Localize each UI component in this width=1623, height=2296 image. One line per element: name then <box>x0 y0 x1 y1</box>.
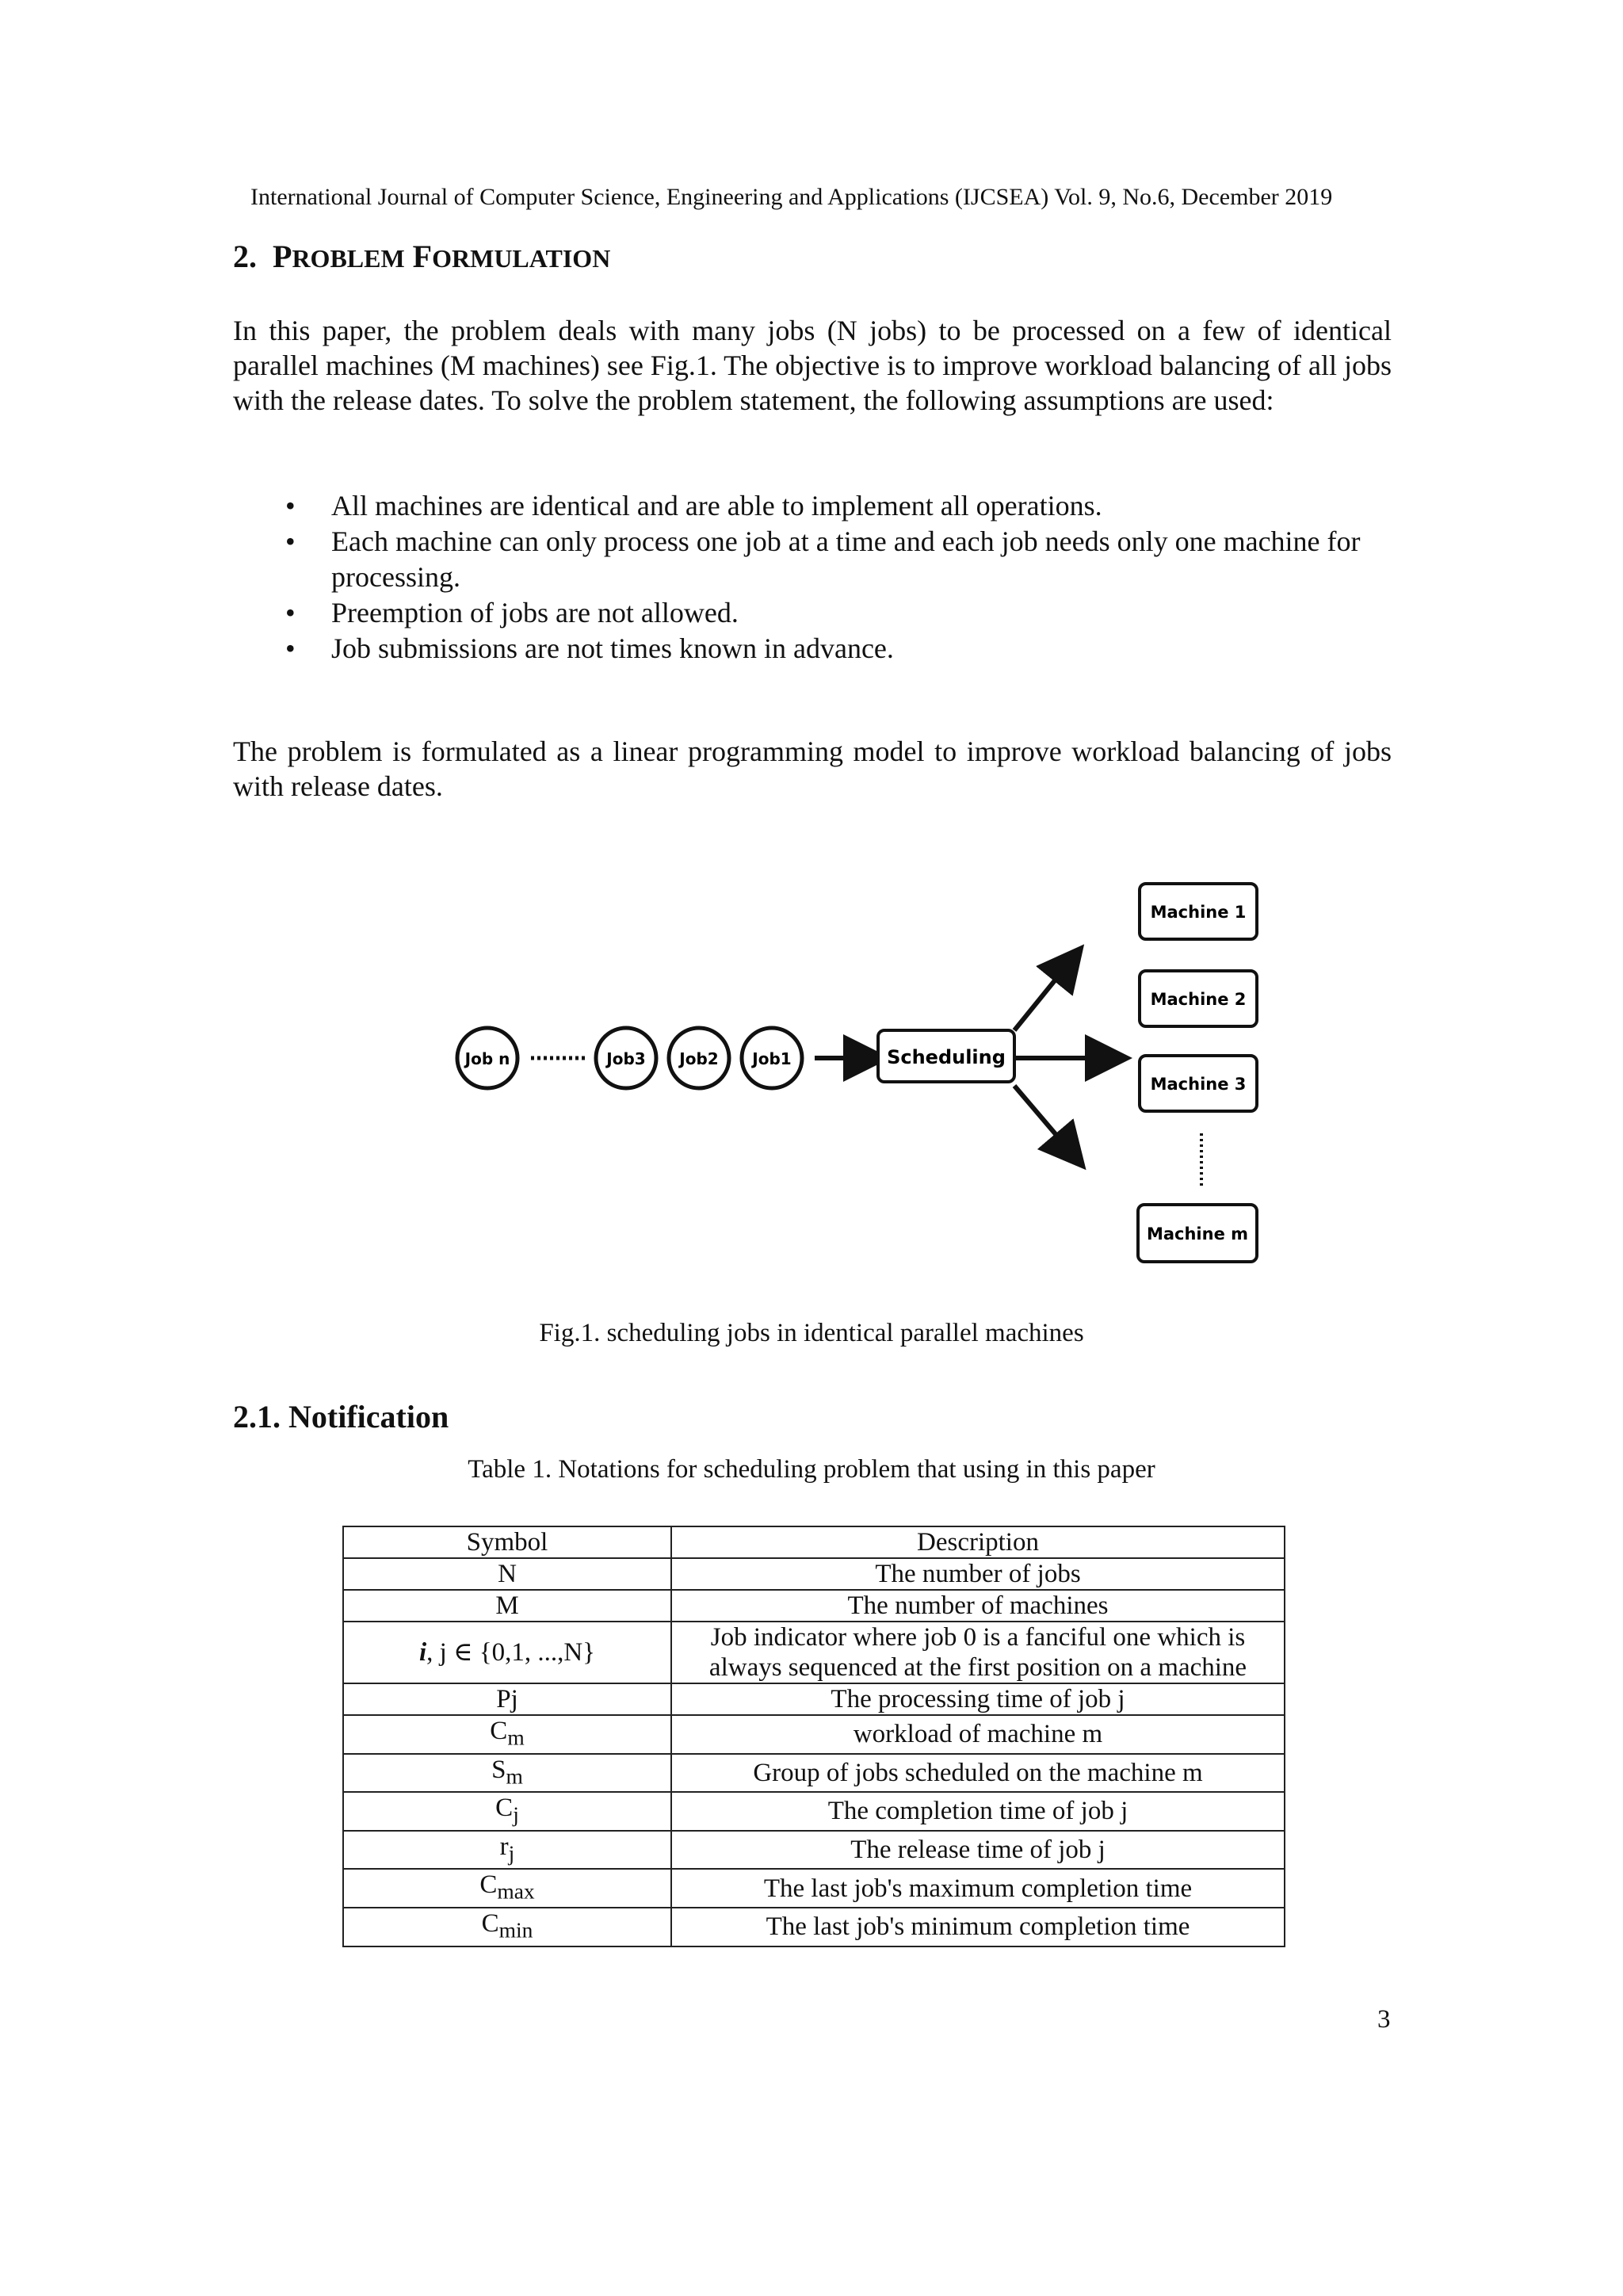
table-row: N The number of jobs <box>343 1558 1285 1590</box>
machine-box-m <box>1138 1205 1257 1262</box>
svg-text:Job3: Job3 <box>606 1049 646 1068</box>
paragraph-model: The problem is formulated as a linear programming model to improve workload balancing of jobs with release dates. <box>233 735 1392 802</box>
svg-text:Machine 1: Machine 1 <box>1150 903 1247 922</box>
table-header-row <box>343 1526 1285 1558</box>
job-circle-n <box>457 1028 517 1088</box>
job-circle-2 <box>669 1028 729 1088</box>
subsection-heading: 2.1. Notification <box>233 1399 449 1435</box>
table-row: i, j ∈ {0,1, ...,N} Job indicator where job 0 is a fanciful one which is always sequenced at the first position on a machine <box>343 1622 1285 1683</box>
list-item: • Job submissions are not times known in advance. <box>285 632 894 664</box>
table-caption: Table 1. Notations for scheduling problem that using in this paper <box>468 1455 1155 1484</box>
arrow-up <box>1014 959 1072 1030</box>
svg-text:Scheduling: Scheduling <box>887 1046 1006 1068</box>
scheduling-figure <box>444 872 1276 1284</box>
svg-text:Job1: Job1 <box>752 1049 792 1068</box>
table-row: Pj The processing time of job j <box>343 1683 1285 1715</box>
paragraph-intro: In this paper, the problem deals with many jobs (N jobs) to be processed on a few of identical parallel machines (M machines) see Fig.1. The objective is to improve workload balancing of all jobs with the release dates. To solve the problem statement, the following assumptions are used: <box>233 315 1392 416</box>
header-symbol: Symbol <box>343 1526 671 1558</box>
arrow-down <box>1014 1086 1074 1156</box>
figure-caption: Fig.1. scheduling jobs in identical parallel machines <box>539 1319 1084 1347</box>
table-row: $C_{max}$ The last job's maximum completion time <box>343 1869 1285 1908</box>
svg-text:Machine 3: Machine 3 <box>1150 1075 1247 1094</box>
table-row: $C_j$ The completion time of job j <box>343 1792 1285 1831</box>
section-heading: 2. PROBLEM FORMULATION <box>233 239 611 274</box>
svg-text:Machine m: Machine m <box>1146 1224 1249 1244</box>
machine-box-3 <box>1140 1056 1257 1111</box>
table-row: $r_j$ The release time of job j <box>343 1831 1285 1870</box>
section-number: 2. <box>233 239 257 274</box>
table-row: $S_m$ Group of jobs scheduled on the machine m <box>343 1754 1285 1793</box>
machine-box-2 <box>1140 971 1257 1026</box>
page-number: 3 <box>1377 2005 1391 2034</box>
table-row: $C_m$ workload of machine m <box>343 1715 1285 1754</box>
notation-table <box>342 1526 1285 1947</box>
table-row: M The number of machines <box>343 1590 1285 1622</box>
svg-text:Machine 2: Machine 2 <box>1150 990 1247 1009</box>
job-circle-1 <box>742 1028 802 1088</box>
header-description: Description <box>671 1526 1285 1558</box>
machine-box-1 <box>1140 884 1257 939</box>
list-item: • Preemption of jobs are not allowed. <box>285 597 739 628</box>
job-circle-3 <box>596 1028 656 1088</box>
svg-text:Job n: Job n <box>464 1049 510 1068</box>
svg-text:Job2: Job2 <box>679 1049 719 1068</box>
table-row: $C_{min}$ The last job's minimum completion time <box>343 1908 1285 1946</box>
list-item: • All machines are identical and are able to implement all operations. <box>285 490 1102 521</box>
assumptions-list <box>276 488 1395 667</box>
list-item: • Each machine can only process one job at a time and each job needs only one machine for processing. <box>285 525 1361 593</box>
running-header: International Journal of Computer Science, Engineering and Applications (IJCSEA) Vol. 9, No.6, December 2019 <box>250 184 1333 210</box>
scheduling-box <box>878 1030 1014 1082</box>
